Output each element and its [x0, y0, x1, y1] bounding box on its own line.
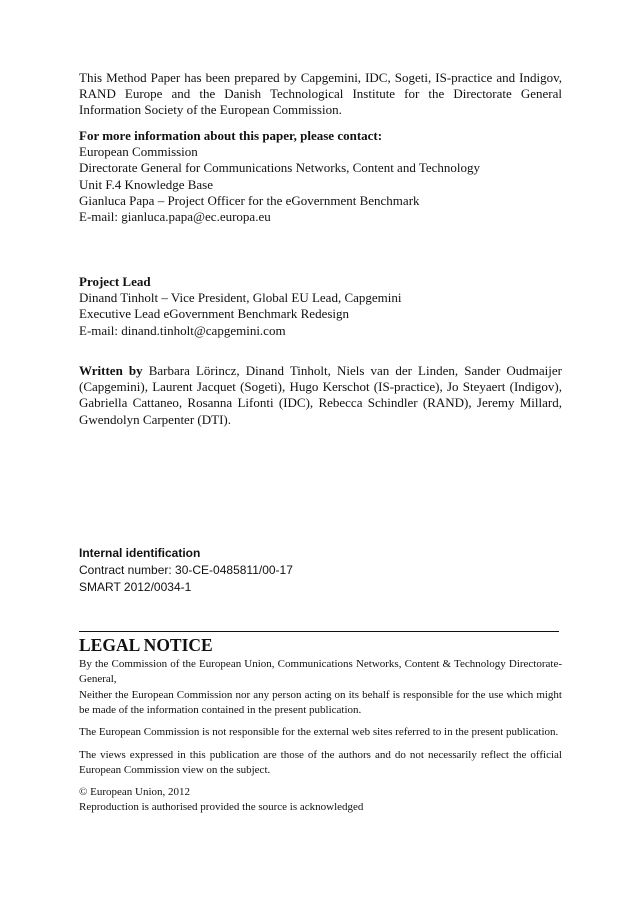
project-lead-email: E-mail: dinand.tinholt@capgemini.com — [79, 322, 286, 338]
smart-number: SMART 2012/0034-1 — [79, 580, 192, 594]
written-by-paragraph — [79, 363, 562, 428]
contact-line: Gianluca Papa – Project Officer for the eGovernment Benchmark — [79, 192, 420, 208]
contact-line: Unit F.4 Knowledge Base — [79, 176, 213, 192]
copyright-line: © European Union, 2012 — [79, 786, 191, 798]
contact-heading: For more information about this paper, please contact: — [79, 128, 383, 143]
contact-email: E-mail: gianluca.papa@ec.europa.eu — [79, 209, 271, 225]
written-by-label: Written by — [79, 363, 143, 378]
divider-line — [79, 631, 559, 632]
copyright-section — [79, 785, 562, 814]
legal-paragraph: By the Commission of the European Union, Communications Networks, Content & Technology Directorate-General, — [79, 658, 562, 685]
legal-paragraph: Neither the European Commission nor any person acting on its behalf is responsible for the use which might be made of the information contained in the present publication. — [79, 689, 562, 716]
legal-paragraph: The European Commission is not responsible for the external web sites referred to in the present publication. — [79, 726, 559, 738]
project-lead-section — [79, 274, 562, 339]
written-by-authors: Barbara Lörincz, Dinand Tinholt, Niels van der Linden, Sander Oudmaijer (Capgemini), Laurent Jacquet (Sogeti), Hugo Kerschot (IS-practice), Jo Steyaert (Indigov), Gabriella Cattaneo, Rosanna Lifonti (IDC), Rebecca Schindler (RAND), Jeremy Millard, Gwendolyn Carpenter (DTI). — [79, 363, 562, 427]
intro-paragraph: This Method Paper has been prepared by Capgemini, IDC, Sogeti, IS-practice and Indigov, RAND Europe and the Danish Technological Institute for the Directorate General Information Society of the European Commission. — [79, 70, 562, 118]
internal-identification-section — [79, 545, 562, 596]
project-lead-line: Executive Lead eGovernment Benchmark Redesign — [79, 306, 350, 322]
internal-identification-heading: Internal identification — [79, 546, 201, 560]
contract-number: Contract number: 30-CE-0485811/00-17 — [79, 563, 293, 577]
contact-section — [79, 128, 562, 225]
reproduction-line: Reproduction is authorised provided the source is acknowledged — [79, 800, 364, 813]
project-lead-heading: Project Lead — [79, 274, 151, 289]
project-lead-line: Dinand Tinholt – Vice President, Global EU Lead, Capgemini — [79, 290, 402, 306]
legal-paragraph: The views expressed in this publication are those of the authors and do not necessarily reflect the official European Commission view on the subject. — [79, 749, 562, 776]
contact-line: European Commission — [79, 144, 198, 160]
legal-notice-title: LEGAL NOTICE — [79, 635, 213, 655]
contact-line: Directorate General for Communications Networks, Content and Technology — [79, 160, 481, 176]
